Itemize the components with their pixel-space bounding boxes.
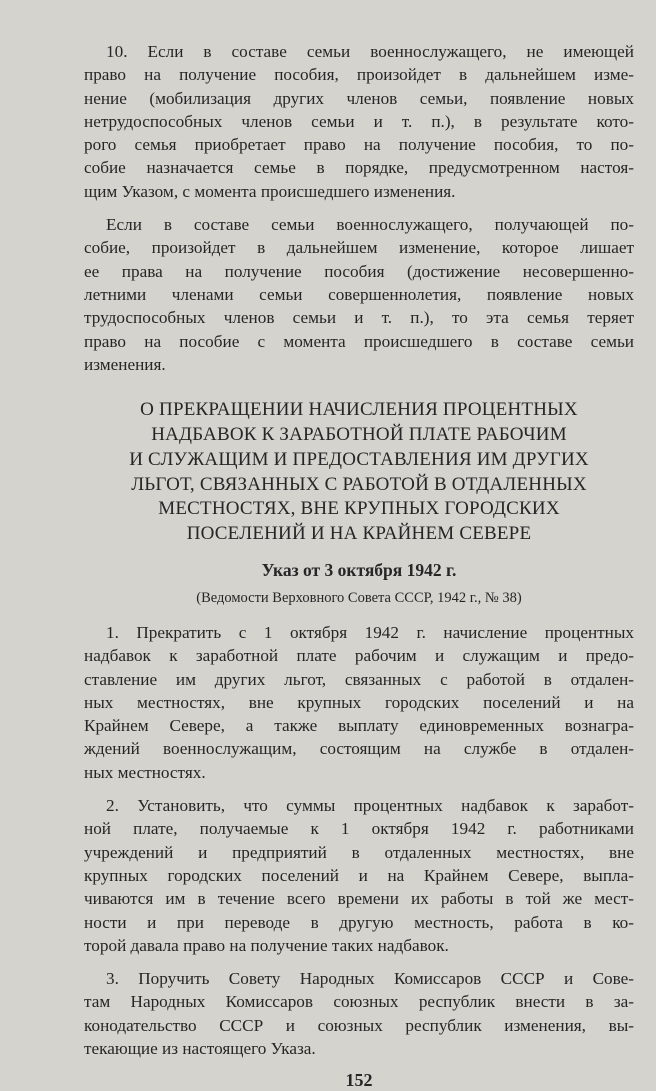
heading-line: И СЛУЖАЩИМ И ПРЕДОСТАВЛЕНИЯ ИМ ДРУГИХ: [129, 448, 589, 470]
section-heading: [84, 398, 634, 547]
preceding-text: [84, 40, 634, 376]
text-line: надбавок к заработной плате рабочим и служащим и предо-: [84, 646, 634, 666]
text-line: там Народных Комиссаров союзных республик внести в за-: [84, 992, 634, 1012]
heading-line: ЛЬГОТ, СВЯЗАННЫХ С РАБОТОЙ В ОТДАЛЕННЫХ: [131, 473, 587, 495]
page-number: 152: [345, 1070, 373, 1091]
text-line: щим Указом, с момента происшедшего изменения.: [84, 181, 456, 201]
heading-line: НАДБАВОК К ЗАРАБОТНОЙ ПЛАТЕ РАБОЧИМ: [151, 423, 567, 445]
decree-text: [84, 621, 634, 1060]
text-line: нетрудоспособных членов семьи и т. п.), в результате кото-: [84, 111, 634, 131]
text-line: чиваются им в течение всего времени их работы в той же мест-: [84, 889, 634, 909]
text-line: конодательство СССР и союзных республик изменения, вы-: [84, 1015, 634, 1035]
decree-title: Указ от 3 октября 1942 г.: [261, 559, 457, 580]
paragraph: [84, 213, 634, 376]
text-line: право на получение пособия, произойдет в дальнейшем изме-: [84, 65, 634, 85]
text-line: изменения.: [84, 354, 166, 374]
text-line: ных местностях.: [84, 762, 206, 782]
text-line: ставление им других льгот, связанных с работой в отдален-: [84, 669, 634, 689]
text-line: собие назначается семье в порядке, предусмотренном настоя-: [84, 158, 634, 178]
text-line: рого семья приобретает право на получение пособия, то по-: [84, 135, 634, 155]
text-line: нение (мобилизация других членов семьи, появление новых: [84, 88, 634, 108]
text-line: право на пособие с момента происшедшего в составе семьи: [84, 331, 634, 351]
paragraph: [84, 40, 634, 203]
text-line: ной плате, получаемые к 1 октября 1942 г. работниками: [84, 819, 634, 839]
paragraph: [84, 967, 634, 1060]
text-line: ных местностях, вне крупных городских поселений и на: [84, 692, 634, 712]
text-line: ждений военнослужащим, состоящим на службе в отдален-: [84, 739, 634, 759]
heading-line: ПОСЕЛЕНИЙ И НА КРАЙНЕМ СЕВЕРЕ: [186, 523, 532, 545]
text-line: 1. Прекратить с 1 октября 1942 г. начисление процентных: [106, 622, 634, 642]
text-line: текающие из настоящего Указа.: [84, 1038, 316, 1058]
text-line: ее права на получение пособия (достижение несовершенно-: [84, 261, 634, 281]
paragraph: [84, 621, 634, 784]
text-line: торой давала право на получение таких надбавок.: [84, 935, 449, 955]
text-line: летними членами семьи совершеннолетия, появление новых: [84, 284, 634, 304]
text-line: Крайнем Севере, а также выплату единовременных вознагра-: [84, 716, 634, 736]
heading-line: МЕСТНОСТЯХ, ВНЕ КРУПНЫХ ГОРОДСКИХ: [158, 498, 560, 520]
source-citation: (Ведомости Верховного Совета СССР, 1942 г., № 38): [196, 589, 522, 606]
text-line: трудоспособных членов семьи и т. п.), то эта семья теряет: [84, 308, 634, 328]
document-page: [84, 40, 634, 1091]
text-line: крупных городских поселений и на Крайнем Севере, выпла-: [84, 865, 634, 885]
paragraph: [84, 794, 634, 957]
text-line: 10. Если в составе семьи военнослужащего, не имеющей: [106, 42, 634, 61]
text-line: собие, произойдет в дальнейшем изменение, которое лишает: [84, 238, 634, 258]
text-line: 3. Поручить Совету Народных Комиссаров СССР и Сове-: [106, 969, 634, 989]
text-line: ности и при переводе в другую местность, работа в ко-: [84, 912, 634, 932]
text-line: 2. Установить, что суммы процентных надбавок к заработ-: [106, 796, 634, 816]
text-line: учреждений и предприятий в отдаленных местностях, вне: [84, 842, 634, 862]
heading-line: О ПРЕКРАЩЕНИИ НАЧИСЛЕНИЯ ПРОЦЕНТНЫХ: [140, 399, 578, 421]
text-line: Если в составе семьи военнослужащего, получающей по-: [106, 215, 634, 235]
